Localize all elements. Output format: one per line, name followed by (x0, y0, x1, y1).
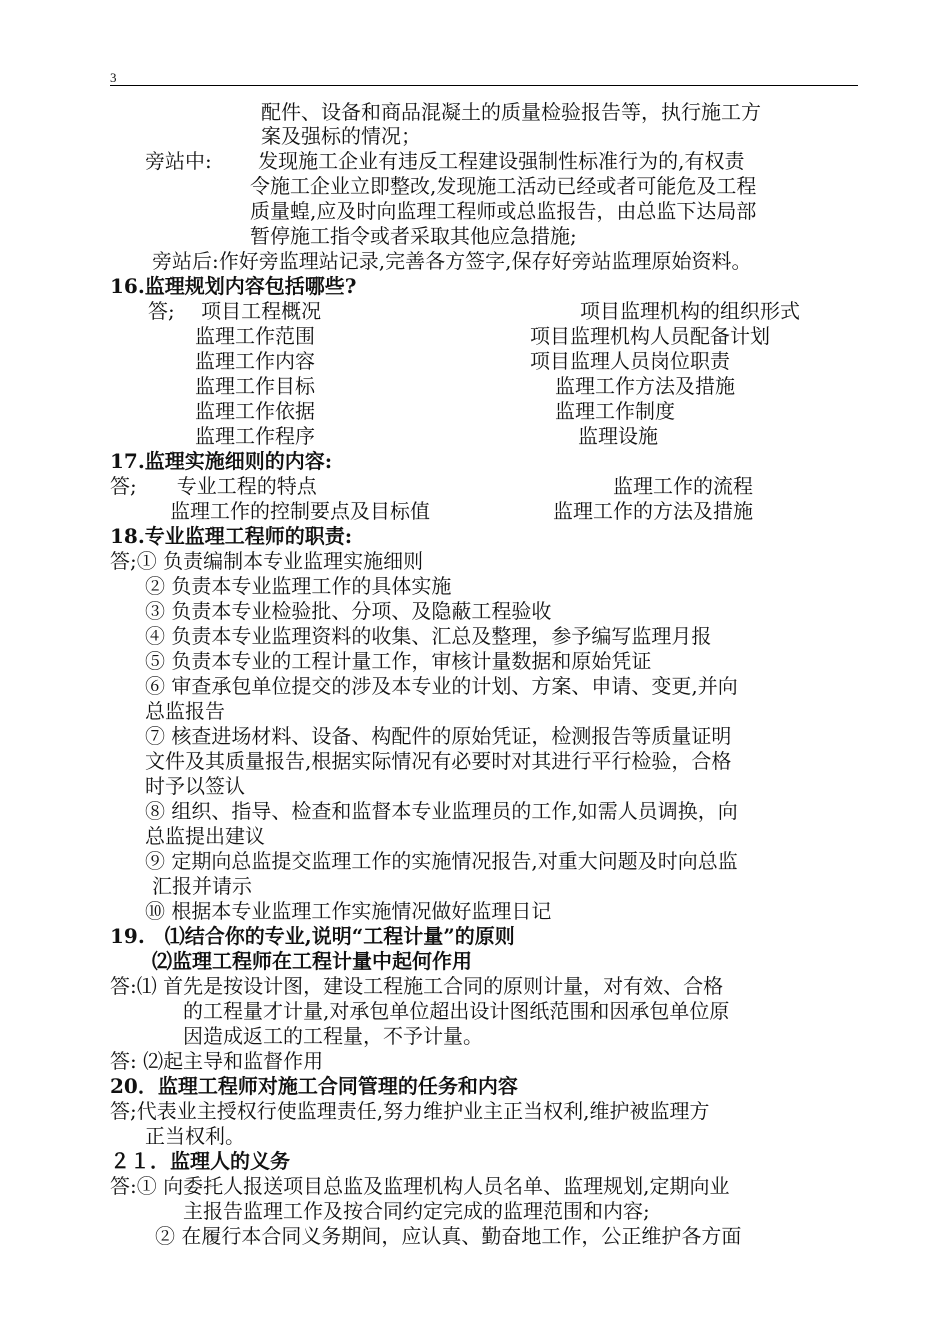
text-line: 配件、设备和商品混凝土的质量检验报告等，执行施工方 (261, 100, 761, 124)
text-line: 正当权利。 (145, 1124, 245, 1148)
section-heading: ２１．监理人的义务 (110, 1149, 290, 1173)
text-line: 答: ⑵起主导和监督作用 (110, 1049, 324, 1073)
section-heading: 20．监理工程师对施工合同管理的任务和内容 (110, 1074, 518, 1098)
page-number: 3 (110, 70, 117, 85)
text-line: ⑤ 负责本专业的工程计量工作，审核计量数据和原始凭证 (145, 649, 652, 673)
text-line: 答:① 向委托人报送项目总监及监理机构人员名单、监理规划,定期向业 (110, 1174, 730, 1198)
text-line: 监理工作的控制要点及目标值 (170, 499, 430, 523)
text-line: 项目监理机构的组织形式 (580, 299, 800, 323)
text-line: ⑨ 定期向总监提交监理工作的实施情况报告,对重大问题及时向总监 (145, 849, 738, 873)
text-line: 时予以签认 (145, 774, 245, 798)
text-line: ④ 负责本专业监理资料的收集、汇总及整理，参予编写监理月报 (145, 624, 712, 648)
text-line: 项目监理机构人员配备计划 (530, 324, 770, 348)
text-line: ⑥ 审查承包单位提交的涉及本专业的计划、方案、申请、变更,并向 (145, 674, 738, 698)
section-heading: 16.监理规划内容包括哪些? (110, 274, 357, 298)
text-line: 答; 专业工程的特点 (110, 474, 317, 498)
text-line: 因造成返工的工程量，不予计量。 (183, 1024, 483, 1048)
text-line: 监理工作范围 (195, 324, 315, 348)
text-line: 旁站中: 发现施工企业有违反工程建设强制性标准行为的,有权责 (145, 149, 745, 173)
text-line: 的工程量才计量,对承包单位超出设计图纸范围和因承包单位原 (183, 999, 730, 1023)
text-line: 监理工作的流程 (613, 474, 753, 498)
text-line: 总监报告 (145, 699, 225, 723)
text-line: 暂停施工指令或者采取其他应急措施; (250, 224, 577, 248)
text-line: 监理工作依据 (195, 399, 315, 423)
text-line: ⑧ 组织、指导、检查和监督本专业监理员的工作,如需人员调换，向 (145, 799, 738, 823)
text-line: 文件及其质量报告,根据实际情况有必要时对其进行平行检验，合格 (145, 749, 732, 773)
text-line: ② 负责本专业监理工作的具体实施 (145, 574, 452, 598)
text-line: ② 在履行本合同义务期间，应认真、勤奋地工作，公正维护各方面 (155, 1224, 742, 1248)
text-line: 案及强标的情况； (261, 124, 421, 148)
text-line: 旁站后:作好旁监理站记录,完善各方签字,保存好旁站监理原始资料。 (152, 249, 752, 273)
text-line: 令施工企业立即整改,发现施工活动已经或者可能危及工程 (250, 174, 757, 198)
text-line: 答;① 负责编制本专业监理实施细则 (110, 549, 424, 573)
text-line: 答:⑴ 首先是按设计图，建设工程施工合同的原则计量，对有效、合格 (110, 974, 724, 998)
text-line: 项目监理人员岗位职责 (530, 349, 730, 373)
text-line: 监理设施 (578, 424, 658, 448)
text-line: 监理工作的方法及措施 (553, 499, 753, 523)
section-heading: 17.监理实施细则的内容: (110, 449, 333, 473)
text-line: 监理工作方法及措施 (555, 374, 735, 398)
text-line: 监理工作目标 (195, 374, 315, 398)
text-line: 质量蝗,应及时向监理工程师或总监报告，由总监下达局部 (250, 199, 757, 223)
text-line: 主报告监理工作及按合同约定完成的监理范围和内容; (183, 1199, 650, 1223)
text-line: ③ 负责本专业检验批、分项、及隐蔽工程验收 (145, 599, 552, 623)
section-heading: 19. ⑴结合你的专业,说明“工程计量”的原则 (110, 924, 515, 948)
text-line: 监理工作程序 (195, 424, 315, 448)
text-line: 汇报并请示 (152, 874, 252, 898)
text-line: 答;代表业主授权行使监理责任,努力维护业主正当权利,维护被监理方 (110, 1099, 710, 1123)
section-heading: 18.专业监理工程师的职责: (110, 524, 353, 548)
text-line: ⑦ 核查进场材料、设备、构配件的原始凭证，检测报告等质量证明 (145, 724, 732, 748)
text-line: ⑩ 根据本专业监理工作实施情况做好监理日记 (145, 899, 552, 923)
text-line: 总监提出建议 (145, 824, 265, 848)
text-line: 答; 项目工程概况 (148, 299, 322, 323)
text-line: 监理工作制度 (555, 399, 675, 423)
text-line: 监理工作内容 (195, 349, 315, 373)
header-rule (110, 85, 858, 86)
section-heading: ⑵监理工程师在工程计量中起何作用 (152, 949, 472, 973)
